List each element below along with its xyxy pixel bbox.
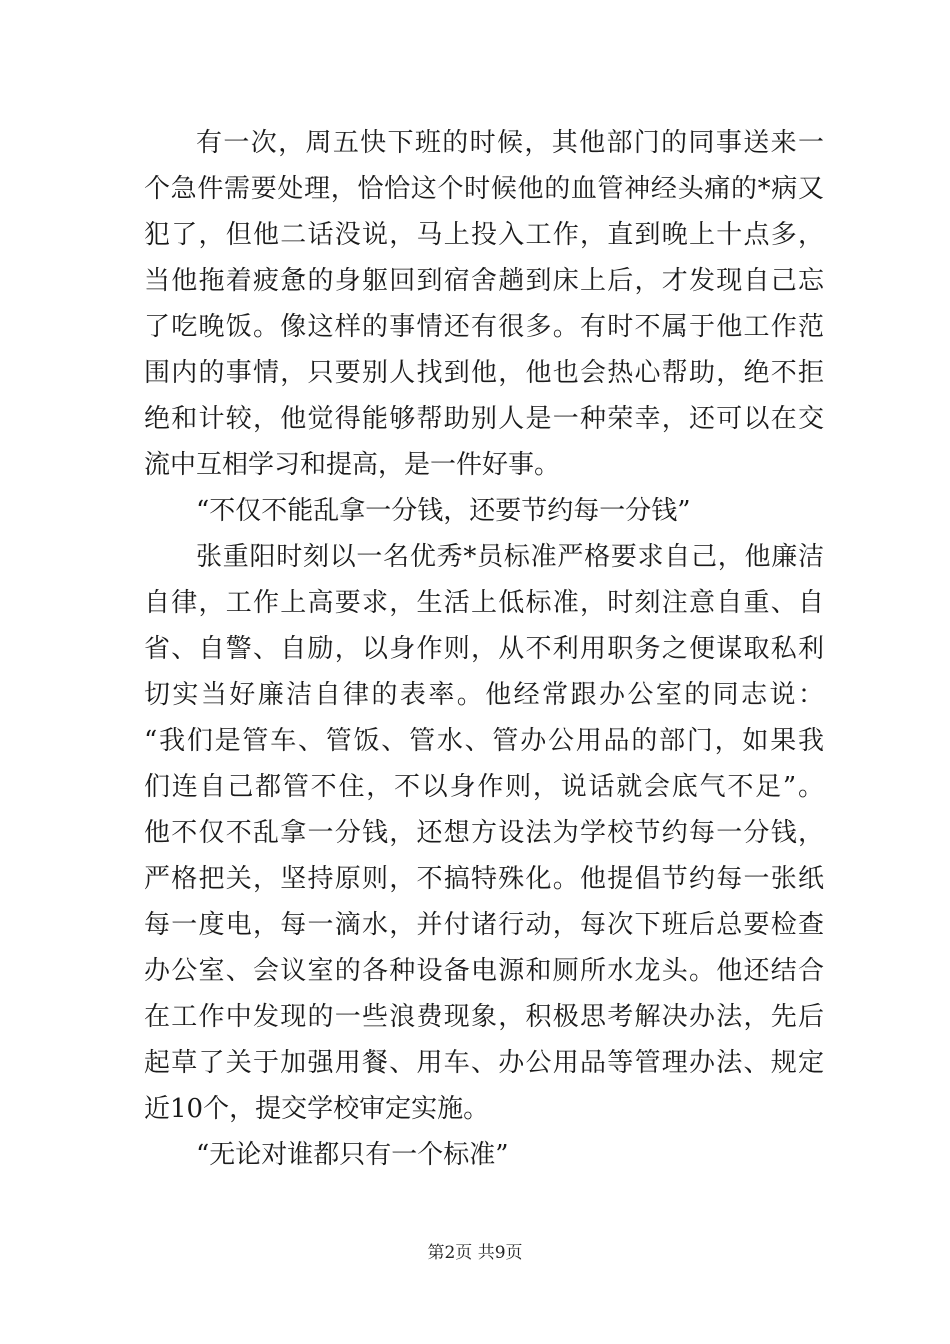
paragraph-2-line-3: 省、自警、自励，以身作则，从不利用职务之便谋取私利 [144, 634, 824, 664]
paragraph-2-line-2: 自律，工作上高要求，生活上低标准，时刻注意自重、自 [144, 588, 824, 618]
paragraph-2-line-8: 严格把关，坚持原则，不搞特殊化。他提倡节约每一张纸 [144, 864, 824, 894]
paragraph-1-line-8: 流中互相学习和提高，是一件好事。 [144, 450, 561, 480]
paragraph-2-line-13: 近10个，提交学校审定实施。 [144, 1094, 490, 1124]
paragraph-2-line-11: 在工作中发现的一些浪费现象，积极思考解决办法，先后 [144, 1002, 824, 1032]
paragraph-2-line-12: 起草了关于加强用餐、用车、办公用品等管理办法、规定 [144, 1048, 824, 1078]
paragraph-2-line-5: “我们是管车、管饭、管水、管办公用品的部门，如果我 [144, 726, 824, 756]
paragraph-1-line-2: 个急件需要处理，恰恰这个时候他的血管神经头痛的*病又 [144, 174, 824, 204]
section-heading-2: “无论对谁都只有一个标准” [196, 1140, 509, 1170]
paragraph-1-line-1: 有一次，周五快下班的时候，其他部门的同事送来一 [196, 128, 824, 158]
paragraph-1-line-5: 了吃晚饭。像这样的事情还有很多。有时不属于他工作范 [144, 312, 824, 342]
paragraph-1-line-4: 当他拖着疲惫的身躯回到宿舍趟到床上后，才发现自己忘 [144, 266, 824, 296]
paragraph-1-line-7: 绝和计较，他觉得能够帮助别人是一种荣幸，还可以在交 [144, 404, 824, 434]
paragraph-2-line-10: 办公室、会议室的各种设备电源和厕所水龙头。他还结合 [144, 956, 824, 986]
paragraph-1-line-6: 围内的事情，只要别人找到他，他也会热心帮助，绝不拒 [144, 358, 824, 388]
section-heading-1: “不仅不能乱拿一分钱，还要节约每一分钱” [196, 496, 691, 526]
paragraph-2-line-1: 张重阳时刻以一名优秀*员标准严格要求自己，他廉洁 [196, 542, 824, 572]
paragraph-2-line-6: 们连自己都管不住，不以身作则，说话就会底气不足”。 [144, 772, 824, 802]
paragraph-2-line-7: 他不仅不乱拿一分钱，还想方设法为学校节约每一分钱， [144, 818, 824, 848]
page-number-footer: 第2页 共9页 [427, 1243, 523, 1263]
paragraph-2-line-4: 切实当好廉洁自律的表率。他经常跟办公室的同志说： [144, 680, 824, 710]
paragraph-2-line-9: 每一度电，每一滴水，并付诸行动，每次下班后总要检查 [144, 910, 824, 940]
paragraph-1-line-3: 犯了，但他二话没说，马上投入工作，直到晚上十点多， [144, 220, 824, 250]
